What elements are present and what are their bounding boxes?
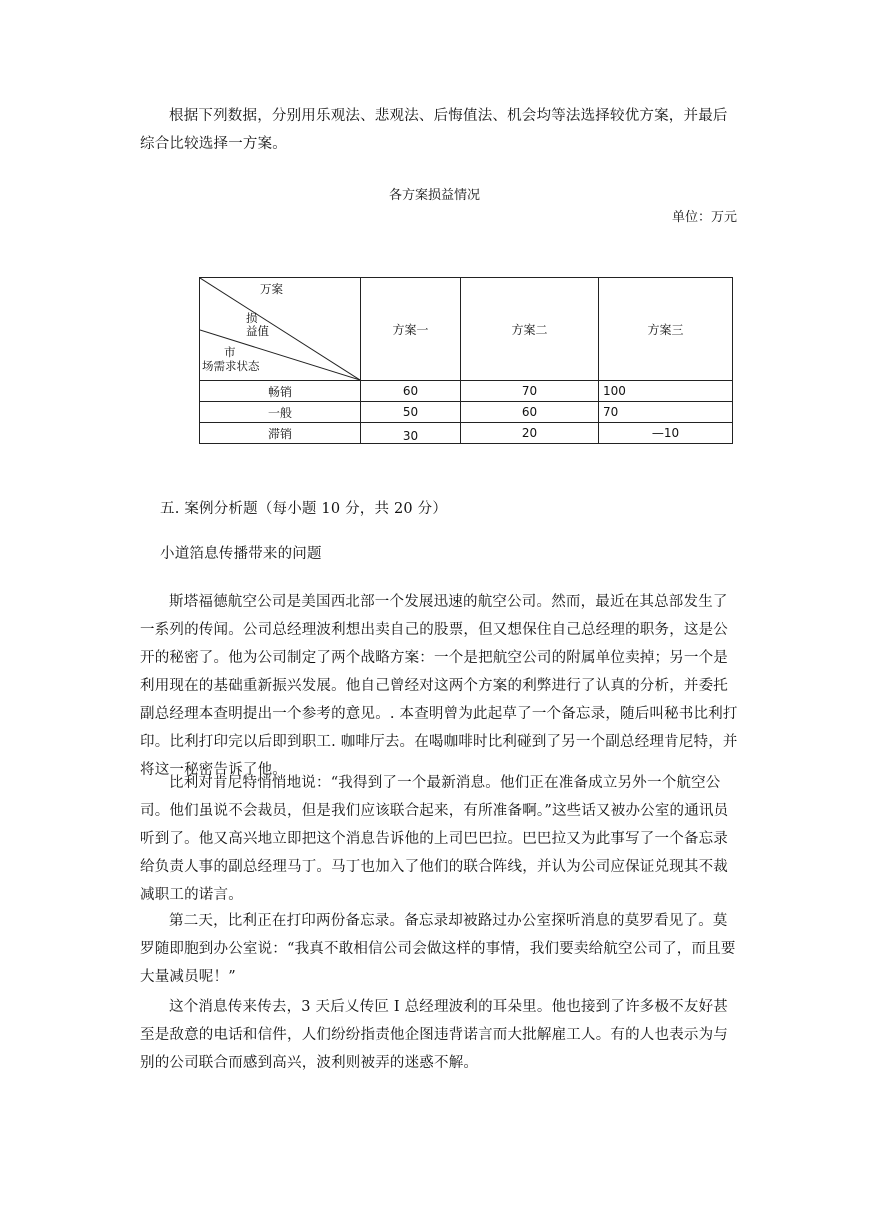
diag-label-state: 场需求状态 bbox=[202, 359, 260, 373]
row-label: 一般 bbox=[200, 402, 361, 423]
intro-paragraph: 根据下列数据，分别用乐观法、悲观法、后悔值法、机会均等法选择较优方案，并最后综合比较选择一方案。 bbox=[140, 108, 728, 152]
unit-label: 单位：万元 bbox=[671, 210, 737, 225]
header-plan-1: 方案一 bbox=[361, 278, 461, 381]
case-paragraph-4: 这个消息传来传去，3 天后乂传叵 I 总经理波利的耳朵里。他也接到了许多极不友好甚至是敌意的电话和信件，人们纷纷指责他企图违背诺言而大批解雇工人。有的人也表示为与别的公司联合而感到高兴，波利则被弄的迷惑不解。 bbox=[140, 999, 728, 1071]
case-paragraph-2: 比利对肯尼特悄悄地说：“我得到了一个最新消息。他们正在准备成立另外一个航空公司。他们虽说不会裁员，但是我们应该联合起来，有所准备啊。”这些话又被办公室的通讯员听到了。他又高兴地立即把这个消息告诉他的上司巴巴拉。巴巴拉又为此事写了一个备忘录给负责人事的副总经理马丁。马丁也加入了他们的联合阵线，并认为公司应保证兑现其不裁减职工的诺言。 bbox=[140, 775, 729, 903]
table-row bbox=[200, 402, 733, 423]
cell: 30 bbox=[361, 423, 461, 444]
header-plan-3: 方案三 bbox=[599, 278, 733, 381]
diag-label-sun: 损 bbox=[246, 311, 258, 325]
cell: 70 bbox=[599, 402, 733, 423]
row-label: 滞销 bbox=[200, 423, 361, 444]
case-paragraph-1: 斯塔福德航空公司是美国西北部一个发展迅速的航空公司。然而，最近在其总部发生了一系列的传闻。公司总经理波利想出卖自己的股票，但又想保住自己总经理的职务，这是公开的秘密了。他为公司制定了两个战略方案：一个是把航空公司的附属单位卖掉；另一个是利用现在的基础重新振兴发展。他自己曾经对这两个方案的利弊进行了认真的分析，并委托副总经理本查明提出一个参考的意见。. 本查明曾为此起草了一个备忘录，随后叫秘书比利打印。比利打印完以后即到职工. 咖啡厅去。在喝咖啡时比利碰到了另一个副总经理肯尼特，并将这一秘密告诉了他。 bbox=[140, 594, 738, 778]
diag-label-yi: 益值 bbox=[246, 324, 269, 338]
cell: —10 bbox=[599, 423, 733, 444]
cell: 60 bbox=[361, 381, 461, 402]
table-row bbox=[200, 423, 733, 444]
diag-label-shi: 市 bbox=[224, 345, 236, 359]
cell: 70 bbox=[461, 381, 599, 402]
cell: 60 bbox=[461, 402, 599, 423]
table-title: 各方案损益情况 bbox=[388, 188, 480, 203]
header-plan-2: 方案二 bbox=[461, 278, 599, 381]
table-row bbox=[200, 381, 733, 402]
cell: 20 bbox=[461, 423, 599, 444]
case-paragraph-3: 第二天，比利正在打印两份备忘录。备忘录却被路过办公室探听消息的莫罗看见了。莫罗随即胞到办公室说：“我真不敢相信公司会做这样的事情，我们要卖给航空公司了，而且要大量减员呢！” bbox=[140, 913, 736, 985]
diag-label-plan: 万案 bbox=[260, 282, 283, 296]
case-title: 小道箔息传播带来的问题 bbox=[160, 546, 322, 562]
section-title: 五. 案例分析题（每小题 10 分，共 20 分） bbox=[160, 501, 448, 517]
cell: 50 bbox=[361, 402, 461, 423]
cell: 100 bbox=[599, 381, 733, 402]
diagonal-header-cell bbox=[200, 278, 361, 381]
profit-loss-table bbox=[199, 277, 733, 444]
row-label: 畅销 bbox=[200, 381, 361, 402]
